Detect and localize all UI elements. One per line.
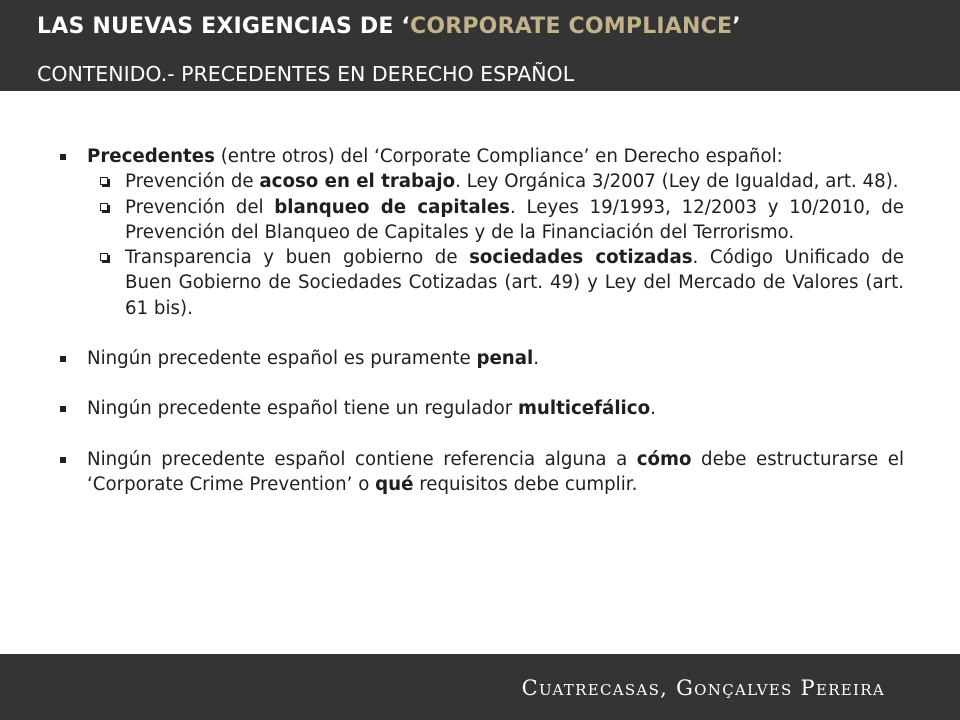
- spacer: [57, 321, 904, 346]
- bullet-text: Prevención de: [125, 171, 260, 193]
- bullet-text: Ningún precedente español es puramente: [87, 348, 477, 370]
- bullet-multicefalico: [57, 396, 904, 421]
- bullet-text: Ningún precedente español contiene referencia alguna a: [87, 448, 637, 470]
- bullet-text: requisitos debe cumplir.: [413, 473, 638, 495]
- bullet-penal: [57, 346, 904, 371]
- title-prefix: LAS NUEVAS EXIGENCIAS DE ‘: [37, 14, 410, 39]
- sub-bullet-blanqueo: [57, 195, 904, 246]
- bullet-text: Transparencia y buen gobierno de: [125, 247, 470, 269]
- bold-term: acoso en el trabajo: [259, 171, 456, 193]
- bullet-text: . Leyes 19/1993, 12/2003 y 10/2010, de Prevención del Blanqueo de Capitales y de la Financiación del Terrorismo.: [125, 196, 904, 243]
- bullet-text: (entre otros) del ‘Corporate Compliance’ en Derecho español:: [214, 146, 783, 167]
- checkbox-bullet-icon: [100, 203, 108, 211]
- footer-bar: [0, 654, 960, 720]
- title-accent: CORPORATE COMPLIANCE: [409, 14, 733, 39]
- bullet-text: .: [533, 348, 540, 370]
- bold-term: blanqueo de capitales: [274, 196, 510, 218]
- bullet-text: . Código Unificado de Buen Gobierno de Sociedades Cotizadas (art. 49) y Ley del Mercado de Valores (art. 61 bis).: [125, 247, 905, 319]
- header-bar: [0, 0, 960, 91]
- bullet-como-que: [57, 447, 904, 498]
- bold-term: qué: [375, 473, 414, 495]
- bold-term: multicefálico: [517, 398, 651, 420]
- spacer: [57, 371, 904, 396]
- bullet-text: .: [650, 398, 656, 420]
- bullet-text: Ningún precedente español tiene un regulador: [87, 398, 518, 420]
- sub-bullet-acoso: [57, 169, 904, 194]
- spacer: [57, 422, 904, 447]
- slide-content: [57, 144, 904, 497]
- bold-term: cómo: [636, 448, 692, 470]
- title-suffix: ’: [732, 14, 741, 39]
- bullet-text: debe estructurarse el ‘Corporate Crime Prevention’ o: [87, 448, 904, 495]
- bullet-precedentes: [57, 144, 904, 169]
- square-bullet-icon: [60, 406, 66, 412]
- slide-subtitle: CONTENIDO.- PRECEDENTES EN DERECHO ESPAÑOL: [37, 62, 575, 86]
- sub-bullet-cotizadas: [57, 245, 904, 321]
- square-bullet-icon: [60, 154, 66, 160]
- brand-name: Cuatrecasas, Gonçalves Pereira: [521, 676, 885, 700]
- bold-term: Precedentes: [87, 146, 215, 167]
- slide-title: [37, 14, 741, 39]
- checkbox-bullet-icon: [100, 177, 108, 185]
- square-bullet-icon: [60, 356, 66, 362]
- bullet-text: Prevención del: [125, 196, 275, 218]
- square-bullet-icon: [60, 457, 66, 463]
- bullet-text: . Ley Orgánica 3/2007 (Ley de Igualdad, art. 48).: [455, 171, 899, 193]
- checkbox-bullet-icon: [100, 253, 108, 261]
- bold-term: penal: [476, 348, 534, 370]
- bold-term: sociedades cotizadas: [469, 247, 693, 269]
